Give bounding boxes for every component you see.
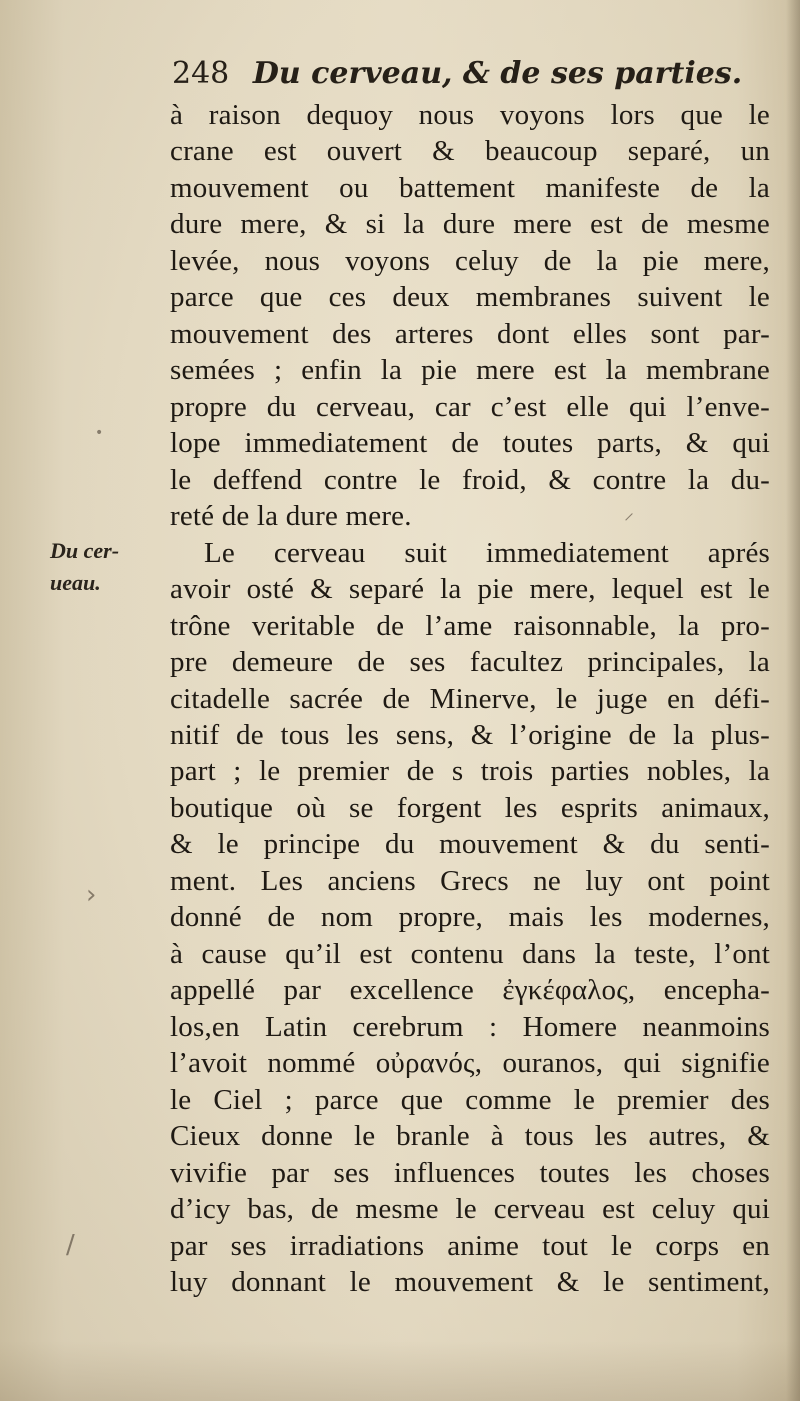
text-line: dure mere, & si la dure mere est de mesme	[170, 208, 770, 241]
text-line: reté de la dure mere.	[170, 500, 412, 533]
text-line: citadelle sacrée de Minerve, le juge en défi-	[170, 682, 770, 715]
text-line: & le principe du mouvement & du senti-	[170, 828, 770, 861]
margin-note-line: Du cer-	[50, 538, 120, 563]
text-line: donné de nom propre, mais les modernes,	[170, 901, 770, 934]
text-line: crane est ouvert & beaucoup separé, un	[170, 135, 770, 168]
text-line: los,en Latin cerebrum : Homere neanmoins	[170, 1010, 770, 1043]
text-line: ment. Les anciens Grecs ne luy ont point	[170, 864, 770, 897]
text-line: d’icy bas, de mesme le cerveau est celuy qui	[170, 1193, 770, 1226]
text-line: part ; le premier de s trois parties nobles, la	[170, 755, 770, 788]
ink-stroke: /	[66, 1230, 75, 1260]
margin-note	[50, 535, 160, 599]
text-line: parce que ces deux membranes suivent le	[170, 281, 770, 314]
text-line: nitif de tous les sens, & l’origine de la plus-	[170, 718, 770, 751]
page-edge-shadow	[786, 0, 800, 1401]
text-line: par ses irradiations anime tout le corps en	[170, 1229, 770, 1262]
text-line: vivifie par ses influences toutes les choses	[170, 1156, 770, 1189]
text-line: mouvement des arteres dont elles sont par-	[170, 317, 770, 350]
text-line: semées ; enfin la pie mere est la membrane	[170, 354, 770, 387]
text-line: Le cerveau suit immediatement aprés	[204, 536, 770, 569]
text-line: boutique où se forgent les esprits animaux,	[170, 791, 770, 824]
text-line: à cause qu’il est contenu dans la teste, l’ont	[170, 937, 770, 970]
body-text	[170, 97, 770, 1300]
text-line: à raison dequoy nous voyons lors que le	[170, 99, 770, 131]
page-number: 248	[172, 56, 230, 91]
text-line: pre demeure de ses facultez principales, la	[170, 646, 770, 679]
text-line: le deffend contre le froid, & contre la du-	[170, 463, 770, 496]
text-line: lope immediatement de toutes parts, & qui	[170, 427, 770, 460]
page-header	[172, 50, 743, 98]
text-line: Cieux donne le branle à tous les autres, &	[170, 1120, 770, 1153]
text-line: appellé par excellence ἐγκέφαλος, encepha-	[170, 974, 770, 1007]
text-line: luy donnant le mouvement & le sentiment,	[170, 1266, 770, 1298]
text-line: mouvement ou battement manifeste de la	[170, 171, 770, 204]
running-title: Du cerveau, & de ses parties.	[252, 56, 743, 91]
ink-stroke: ›	[86, 880, 97, 910]
text-line: levée, nous voyons celuy de la pie mere,	[170, 244, 770, 277]
text-line: l’avoit nommé οὐρανός, ouranos, qui signifie	[170, 1047, 770, 1080]
ink-stroke: ⸝	[624, 500, 634, 524]
text-line: avoir osté & separé la pie mere, lequel est le	[170, 573, 770, 606]
margin-note-line: ueau.	[50, 570, 101, 595]
text-line: trône veritable de l’ame raisonnable, la pro-	[170, 609, 770, 642]
page-bottom-shade	[0, 1341, 800, 1401]
text-line: le Ciel ; parce que comme le premier des	[170, 1083, 770, 1116]
text-line: propre du cerveau, car c’est elle qui l’enve-	[170, 390, 770, 423]
ink-speck: •	[95, 425, 104, 441]
